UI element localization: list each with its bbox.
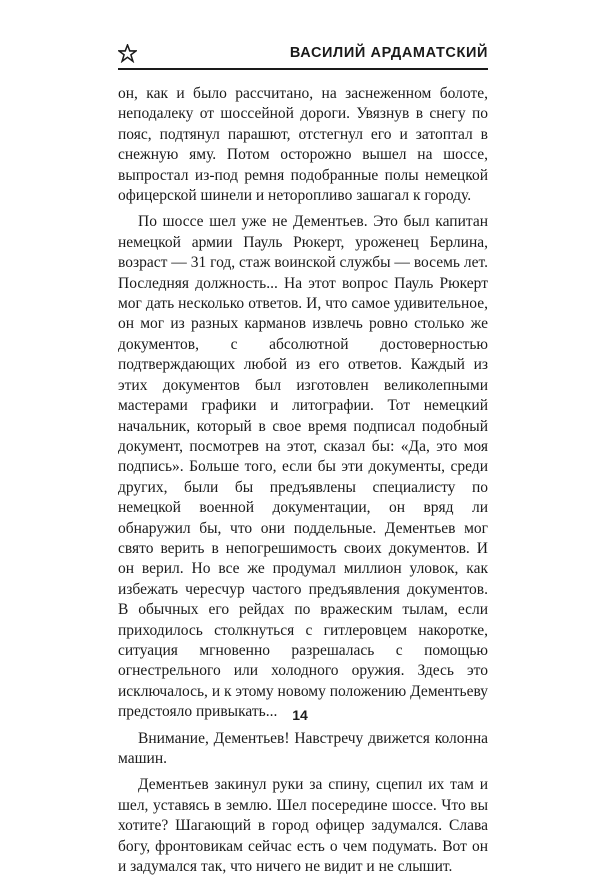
paragraph: Дементьев закинул руки за спину, сцепил их там и шел, уставясь в землю. Шел посередине шоссе. Что вы хотите? Шагающий в город офицер задумался. Слава богу, фронтовикам сейчас есть о чем подумать. Вот он и задумался так, что ничего не видит и не слышит. — [118, 776, 488, 876]
page-number: 14 — [292, 707, 308, 723]
header-rule — [118, 68, 488, 70]
paragraph: Внимание, Дементьев! Навстречу движется колонна машин. — [118, 729, 488, 767]
running-header — [118, 44, 488, 64]
body-text — [118, 84, 488, 877]
paragraph: По шоссе шел уже не Дементьев. Это был капитан немецкой армии Пауль Рюкерт, уроженец Берлина, возраст — 31 год, стаж воинской службы — восемь лет. Последняя должность... На этот вопрос Пауль Рюкерт мог дать несколько ответов. И, что самое удивительное, он мог из разных карманов извлечь ровно столько же документов, с абсолютной достоверностью подтверждающих любой из его ответов. Каждый из этих документов был изготовлен великолепными мастерами графики и литографии. Тот немецкий начальник, который в свое время подписал подобный документ, посмотрев на этот, сказал бы: «Да, это моя подпись». Больше того, если бы эти документы, среди других, были бы предъявлены специалисту по немецкой военной документации, он вряд ли обнаружил бы, что они поддельные. Дементьев мог свято верить в непогрешимость своих документов. И он верил. Но все же продумал миллион уловок, как избежать чересчур частого предъявления документов. В обычных его рейдах по вражеским тылам, если приходилось столкнуться с гитлеровцем накоротке, ситуация мгновенно разрешалась с помощью огнестрельного или холодного оружия. Здесь это исключалось, и к этому новому положению Дементьеву предстояло привыкать... — [118, 213, 488, 721]
paragraph: он, как и было рассчитано, на заснеженном болоте, неподалеку от шоссейной дороги. Увязнув в снегу по пояс, подтянул парашют, отстегнул его и затоптал в снежную яму. Потом осторожно вышел на шоссе, выпростал из-под ремня подобранные полы немецкой офицерской шинели и неторопливо зашагал к городу. — [118, 85, 488, 205]
star-icon — [118, 44, 137, 63]
author-name: ВАСИЛИЙ АРДАМАТСКИЙ — [289, 45, 488, 61]
